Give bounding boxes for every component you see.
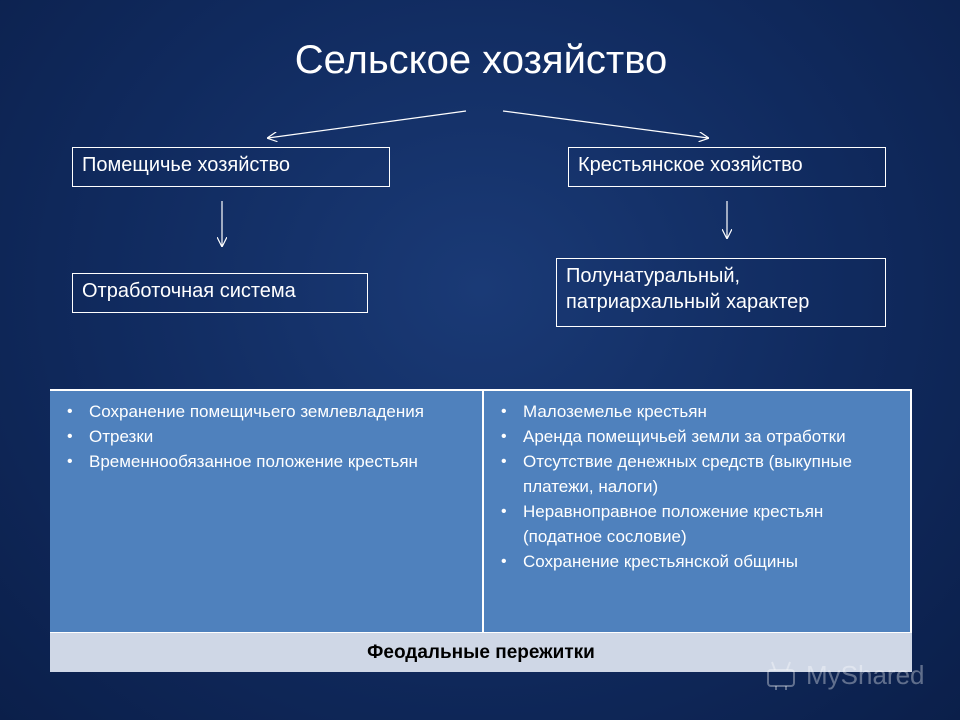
landlord-economy-box: [72, 147, 390, 187]
list-item: • Отрезки: [60, 424, 472, 449]
list-item: • Отсутствие денежных средств (выкупные платежи, налоги): [494, 449, 900, 499]
semi-natural-line-1: Полунатуральный,: [566, 265, 741, 287]
diagram-title: Сельское хозяйство: [294, 38, 668, 82]
watermark-text: MyShared: [806, 659, 925, 690]
feudal-remnants-footer: Феодальные пережитки: [50, 633, 912, 672]
list-item: • Временнообязанное положение крестьян: [60, 449, 472, 474]
arrow-to-peasant: [503, 111, 708, 138]
landlord-economy-label: Помещичье хозяйство: [82, 154, 291, 176]
arrow-to-landlord: [268, 111, 466, 138]
peasant-economy-label: Крестьянское хозяйство: [578, 154, 803, 176]
peasant-economy-box: [568, 147, 886, 187]
watermark: [764, 658, 925, 692]
semi-natural-line-2: патриархальный характер: [566, 291, 810, 313]
peasant-remnants-list: [494, 399, 900, 574]
list-item: • Сохранение помещичьего землевладения: [60, 399, 472, 424]
remnants-table: [50, 389, 912, 672]
labor-system-box: [72, 273, 368, 313]
list-item: • Малоземелье крестьян: [494, 399, 900, 424]
myshared-logo-icon: [764, 658, 798, 692]
list-item: • Аренда помещичьей земли за отработки: [494, 424, 900, 449]
semi-natural-box: [556, 258, 886, 327]
list-item: • Сохранение крестьянской общины: [494, 549, 900, 574]
list-item: • Неравноправное положение крестьян (податное сословие): [494, 499, 900, 549]
peasant-remnants-column: [484, 391, 910, 632]
labor-system-label: Отработочная система: [82, 280, 296, 302]
landlord-remnants-column: [50, 391, 482, 632]
landlord-remnants-list: [60, 399, 472, 474]
